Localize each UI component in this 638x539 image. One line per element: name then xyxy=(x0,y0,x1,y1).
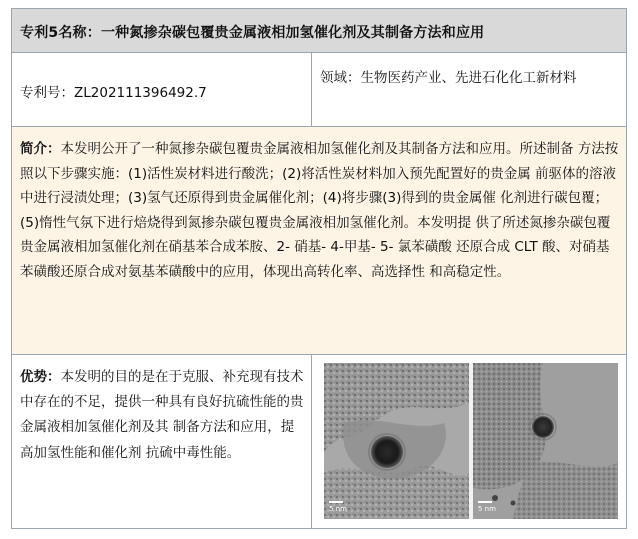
scale-bar xyxy=(329,501,343,503)
tem-image-left xyxy=(324,363,469,519)
patent-title: 专利5名称：一种氮掺杂碳包覆贵金属液相加氢催化剂及其制备方法和应用 xyxy=(20,25,485,41)
intro-row xyxy=(12,127,626,355)
scale-label: 5 nm xyxy=(329,505,347,513)
patent-field: 领域：生物医药产业、先进石化化工新材料 xyxy=(320,70,577,86)
scale-label: 5 nm xyxy=(478,505,496,513)
advantage-text: 本发明的目的是在于克服、补充现有技术中存在的不足，提供一种具有良好抗硫性能的贵金属液相加氢催化剂及其 制备方法和应用，提高加氢性能和催化剂 抗硫中毒性能。 xyxy=(20,369,304,461)
patent-table xyxy=(11,8,627,529)
title-row xyxy=(12,9,626,53)
cell-divider xyxy=(311,53,312,126)
scale-bar xyxy=(478,501,492,503)
cell-divider xyxy=(311,355,312,528)
advantage-paragraph xyxy=(20,365,304,466)
patent-number: 专利号：ZL202111396492.7 xyxy=(20,85,207,101)
tem-images xyxy=(324,363,618,519)
info-row xyxy=(12,53,626,127)
intro-label: 简介： xyxy=(20,141,61,157)
advantage-row xyxy=(12,355,626,528)
intro-text: 本发明公开了一种氮掺杂碳包覆贵金属液相加氢催化剂及其制备方法和应用。所述制备 方法按照以下步骤实施：(1)活性炭材料进行酸洗；(2)将活性炭材料加入预先配置好的贵金属 前驱体的溶液中进行浸渍处理；(3)氢气还原得到贵金属催化剂；(4)将步骤(3)得到的贵金属催 化剂进行碳包覆；(5)惰性气氛下进行焙烧得到氮掺杂碳包覆贵金属液相加氢催化剂。本发明提 供了所述氮掺杂碳包覆贵金属液相加氢催化剂在硝基苯合成苯胺、2- 硝基- 4-甲基- 5- 氯苯磺酸 还原合成 CLT 酸、对硝基苯磺酸还原合成对氨基苯磺酸中的应用，体现出高转化率、高选择性 和高稳定性。 xyxy=(20,141,619,280)
advantage-label: 优势： xyxy=(20,369,61,385)
tem-image-right xyxy=(473,363,618,519)
intro-paragraph xyxy=(20,137,620,285)
